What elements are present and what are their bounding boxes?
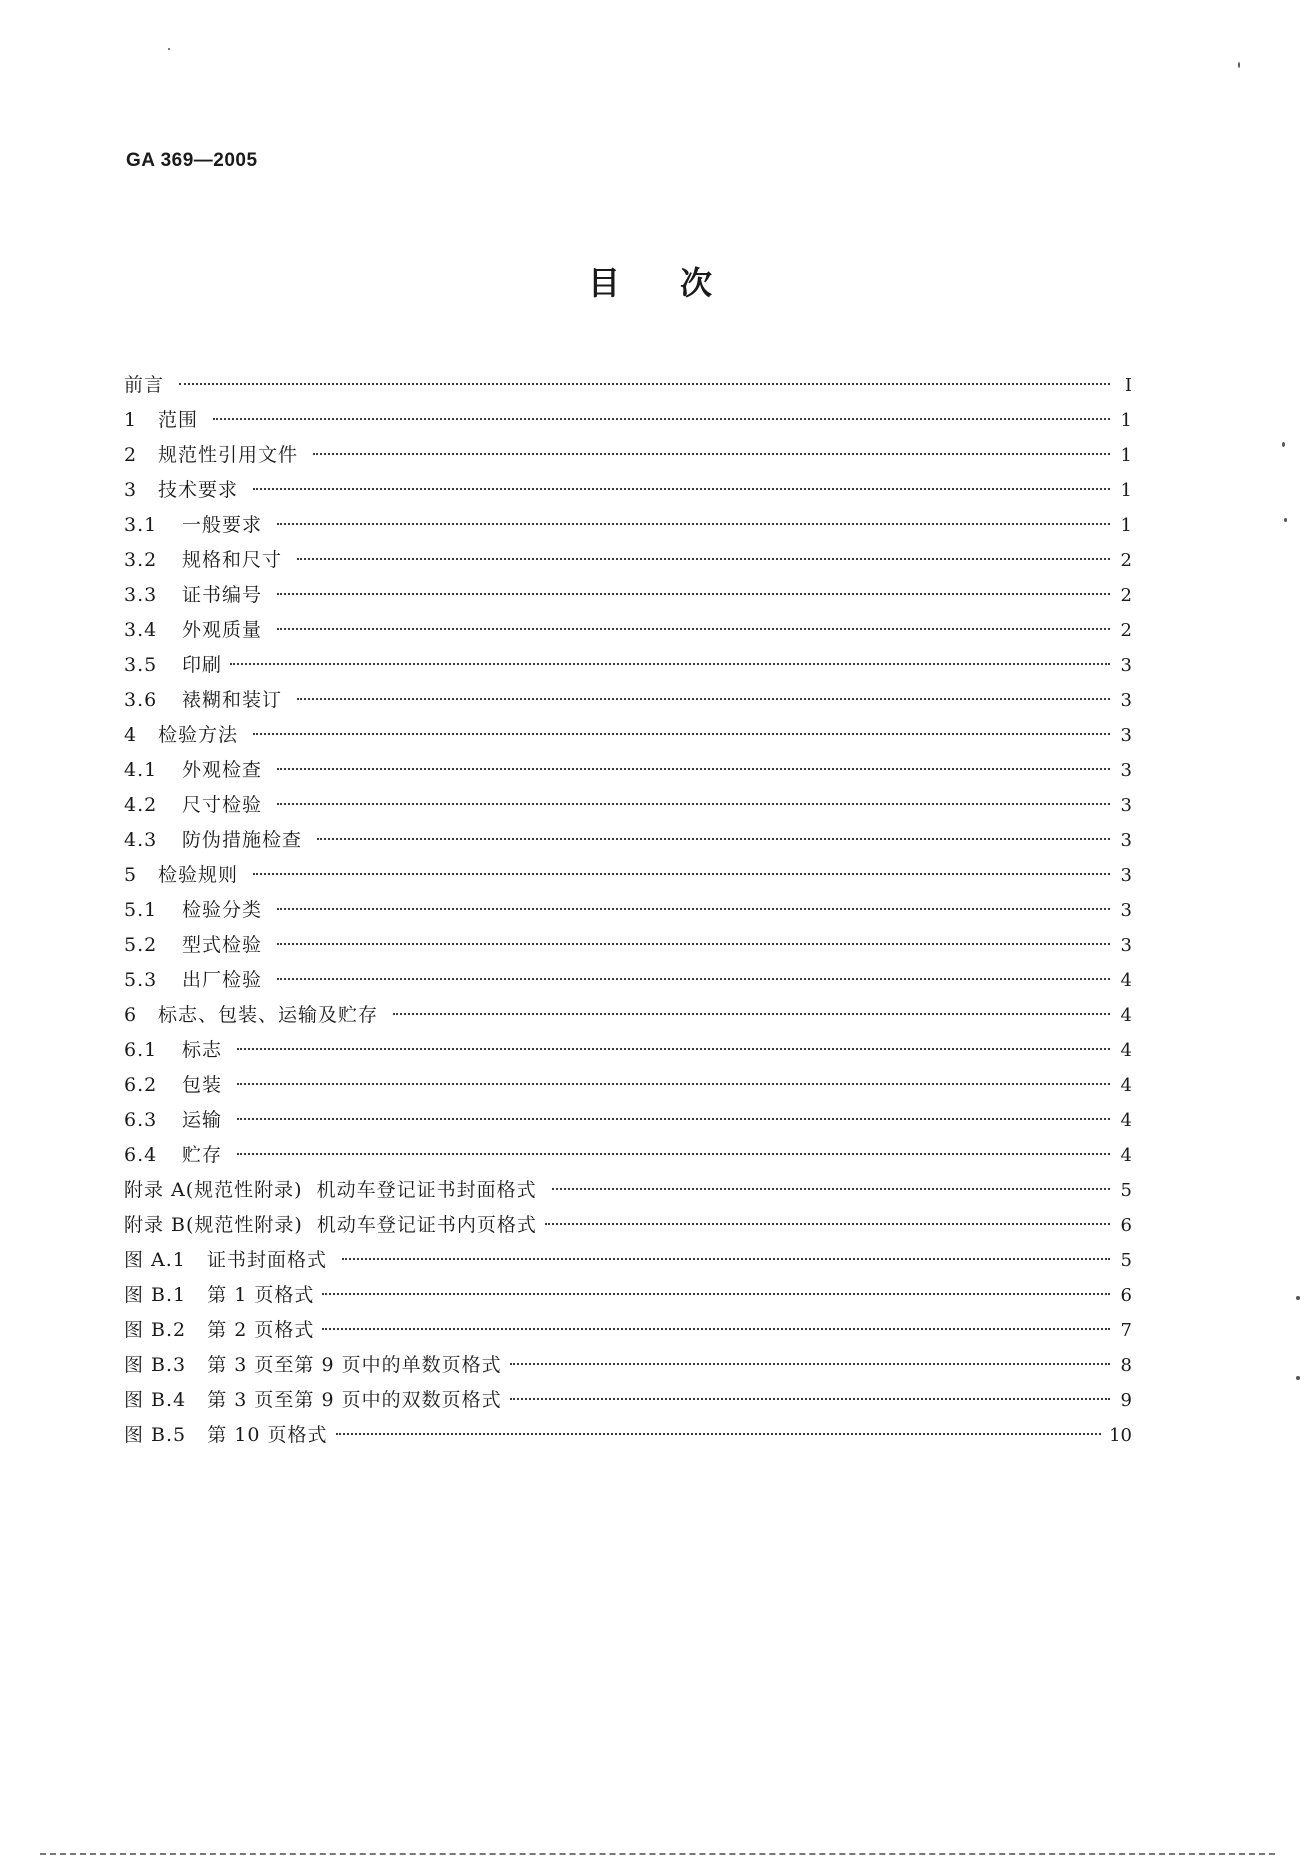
toc-entry-page: 4 (1120, 970, 1132, 991)
toc-entry-number: 6.2 (124, 1074, 158, 1096)
toc-entry-number: 4.1 (124, 759, 158, 781)
toc-entry (124, 858, 1132, 893)
toc-entry-page: 1 (1120, 480, 1132, 501)
toc-entry-number: 6.1 (124, 1039, 158, 1061)
toc-entry (124, 368, 1132, 403)
toc-entry (124, 928, 1132, 963)
toc-entry-page: 5 (1120, 1180, 1132, 1201)
toc-entry-page: 7 (1120, 1320, 1132, 1341)
toc-dot-leader (322, 1328, 1110, 1330)
toc-entry-label: 检验分类 (182, 899, 270, 921)
toc-entry-label: 规格和尺寸 (182, 549, 290, 571)
toc-entry (124, 823, 1132, 858)
scan-bottom-edge (40, 1853, 1275, 1855)
toc-entry (124, 683, 1132, 718)
toc-entry (124, 1313, 1132, 1348)
toc-dot-leader (277, 628, 1110, 630)
toc-entry-label: 标志、包装、运输及贮存 (158, 1004, 386, 1026)
toc-dot-leader (510, 1363, 1110, 1365)
toc-entry-number: 4.2 (124, 794, 158, 816)
toc-entry-number: 3.4 (124, 619, 158, 641)
toc-entry-page: 6 (1120, 1215, 1132, 1236)
toc-entry-page: 4 (1120, 1040, 1132, 1061)
toc-entry-number: 4 (124, 724, 138, 746)
toc-entry-number: 3 (124, 479, 138, 501)
toc-dot-leader (179, 383, 1110, 385)
toc-entry (124, 753, 1132, 788)
toc-entry-page: 1 (1120, 445, 1132, 466)
toc-entry (124, 473, 1132, 508)
toc-entry-label: 运输 (182, 1109, 230, 1131)
scan-speck (168, 48, 170, 50)
toc-entry-label: 图 B.1 第 1 页格式 (124, 1284, 315, 1306)
toc-entry-label: 附录 B(规范性附录) 机动车登记证书内页格式 (124, 1214, 537, 1236)
toc-entry (124, 1173, 1132, 1208)
toc-dot-leader (336, 1433, 1102, 1435)
toc-entry-page: 3 (1120, 900, 1132, 921)
toc-entry-label: 附录 A(规范性附录) 机动车登记证书封面格式 (124, 1179, 544, 1201)
toc-dot-leader (237, 1048, 1110, 1050)
toc-entry-label: 前言 (124, 374, 172, 396)
document-code: GA 369—2005 (126, 150, 258, 171)
toc-entry-label: 检验规则 (158, 864, 246, 886)
toc-entry-number: 3.3 (124, 584, 158, 606)
scan-speck (1238, 62, 1240, 68)
toc-entry (124, 1348, 1132, 1383)
toc-entry-label: 贮存 (182, 1144, 230, 1166)
toc-entry (124, 578, 1132, 613)
toc-entry-number: 5.3 (124, 969, 158, 991)
toc-entry-label: 防伪措施检查 (182, 829, 310, 851)
toc-entry (124, 1418, 1132, 1453)
toc-entry (124, 613, 1132, 648)
toc-entry-page: 9 (1120, 1390, 1132, 1411)
toc-entry-page: 8 (1120, 1355, 1132, 1376)
toc-entry-label: 型式检验 (182, 934, 270, 956)
toc-entry (124, 648, 1132, 683)
toc-entry (124, 438, 1132, 473)
toc-dot-leader (545, 1223, 1110, 1225)
toc-entry-page: 1 (1120, 515, 1132, 536)
toc-entry (124, 1138, 1132, 1173)
toc-dot-leader (342, 1258, 1110, 1260)
toc-entry-page: 6 (1120, 1285, 1132, 1306)
toc-entry-number: 6.3 (124, 1109, 158, 1131)
toc-entry-page: 2 (1120, 585, 1132, 606)
toc-entry-label: 外观检查 (182, 759, 270, 781)
toc-entry (124, 998, 1132, 1033)
toc-dot-leader (277, 978, 1110, 980)
toc-entry-page: 4 (1120, 1145, 1132, 1166)
toc-entry-label: 外观质量 (182, 619, 270, 641)
toc-entry-number: 5 (124, 864, 138, 886)
toc-dot-leader (393, 1013, 1110, 1015)
toc-entry-page: 3 (1120, 760, 1132, 781)
toc-entry (124, 1278, 1132, 1313)
toc-dot-leader (213, 418, 1110, 420)
toc-entry (124, 718, 1132, 753)
toc-entry-label: 图 A.1 证书封面格式 (124, 1249, 335, 1271)
toc-entry-page: 10 (1109, 1425, 1132, 1446)
toc-entry-number: 5.2 (124, 934, 158, 956)
toc-entry-number: 3.5 (124, 654, 158, 676)
toc-dot-leader (277, 523, 1110, 525)
toc-entry-label: 范围 (158, 409, 206, 431)
toc-entry (124, 403, 1132, 438)
page-title: 目次 (587, 264, 772, 302)
toc-entry-label: 技术要求 (158, 479, 246, 501)
toc-entry-number: 4.3 (124, 829, 158, 851)
toc-entry-page: 4 (1120, 1005, 1132, 1026)
toc-dot-leader (297, 698, 1110, 700)
toc-dot-leader (277, 593, 1110, 595)
toc-entry-page: 2 (1120, 550, 1132, 571)
toc-entry-page: 4 (1120, 1110, 1132, 1131)
toc-entry-page: 1 (1120, 410, 1132, 431)
toc-entry (124, 893, 1132, 928)
toc-entry-page: 3 (1120, 655, 1132, 676)
toc-entry-page: 5 (1120, 1250, 1132, 1271)
scan-speck (1284, 518, 1287, 522)
scan-speck (1282, 442, 1285, 447)
toc-entry-page: 3 (1120, 865, 1132, 886)
toc-entry-number: 1 (124, 409, 138, 431)
toc-entry-label: 出厂检验 (182, 969, 270, 991)
toc-entry-label: 图 B.2 第 2 页格式 (124, 1319, 315, 1341)
toc-entry-page: 4 (1120, 1075, 1132, 1096)
toc-entry-page: 3 (1120, 725, 1132, 746)
toc-entry-page: 3 (1120, 690, 1132, 711)
toc-dot-leader (317, 838, 1110, 840)
toc-entry-label: 图 B.3 第 3 页至第 9 页中的单数页格式 (124, 1354, 502, 1376)
toc-dot-leader (277, 768, 1110, 770)
table-of-contents (124, 368, 1132, 1453)
toc-entry-label: 证书编号 (182, 584, 270, 606)
toc-entry-number: 3.6 (124, 689, 158, 711)
toc-entry-label: 裱糊和装订 (182, 689, 290, 711)
toc-entry-page: 2 (1120, 620, 1132, 641)
toc-dot-leader (253, 488, 1110, 490)
toc-entry-number: 5.1 (124, 899, 158, 921)
toc-entry-number: 3.1 (124, 514, 158, 536)
toc-entry-label: 标志 (182, 1039, 230, 1061)
toc-dot-leader (237, 1118, 1110, 1120)
toc-dot-leader (322, 1293, 1110, 1295)
toc-dot-leader (253, 733, 1110, 735)
toc-entry (124, 1208, 1132, 1243)
toc-entry-label: 图 B.5 第 10 页格式 (124, 1424, 328, 1446)
toc-dot-leader (230, 663, 1110, 665)
toc-entry (124, 1033, 1132, 1068)
toc-dot-leader (510, 1398, 1110, 1400)
toc-entry (124, 1068, 1132, 1103)
toc-entry-label: 规范性引用文件 (158, 444, 306, 466)
toc-entry (124, 508, 1132, 543)
scan-speck (1296, 1296, 1300, 1300)
toc-entry-page: 3 (1120, 795, 1132, 816)
toc-dot-leader (313, 453, 1110, 455)
toc-entry (124, 963, 1132, 998)
toc-entry-page: 3 (1120, 830, 1132, 851)
toc-dot-leader (277, 908, 1110, 910)
toc-dot-leader (253, 873, 1110, 875)
toc-entry (124, 1243, 1132, 1278)
toc-entry-label: 图 B.4 第 3 页至第 9 页中的双数页格式 (124, 1389, 502, 1411)
toc-entry (124, 543, 1132, 578)
toc-dot-leader (552, 1188, 1110, 1190)
toc-entry-page: I (1124, 375, 1132, 396)
toc-entry-number: 6 (124, 1004, 138, 1026)
toc-dot-leader (277, 943, 1110, 945)
toc-entry-label: 一般要求 (182, 514, 270, 536)
toc-entry (124, 1103, 1132, 1138)
scan-speck (1296, 1376, 1300, 1380)
toc-dot-leader (237, 1083, 1110, 1085)
toc-entry-label: 印刷 (182, 654, 223, 676)
toc-entry (124, 1383, 1132, 1418)
toc-entry (124, 788, 1132, 823)
toc-entry-label: 尺寸检验 (182, 794, 270, 816)
toc-entry-page: 3 (1120, 935, 1132, 956)
toc-entry-number: 6.4 (124, 1144, 158, 1166)
toc-entry-label: 检验方法 (158, 724, 246, 746)
toc-dot-leader (237, 1153, 1110, 1155)
toc-entry-number: 2 (124, 444, 138, 466)
toc-entry-number: 3.2 (124, 549, 158, 571)
toc-dot-leader (277, 803, 1110, 805)
toc-dot-leader (297, 558, 1110, 560)
toc-entry-label: 包装 (182, 1074, 230, 1096)
